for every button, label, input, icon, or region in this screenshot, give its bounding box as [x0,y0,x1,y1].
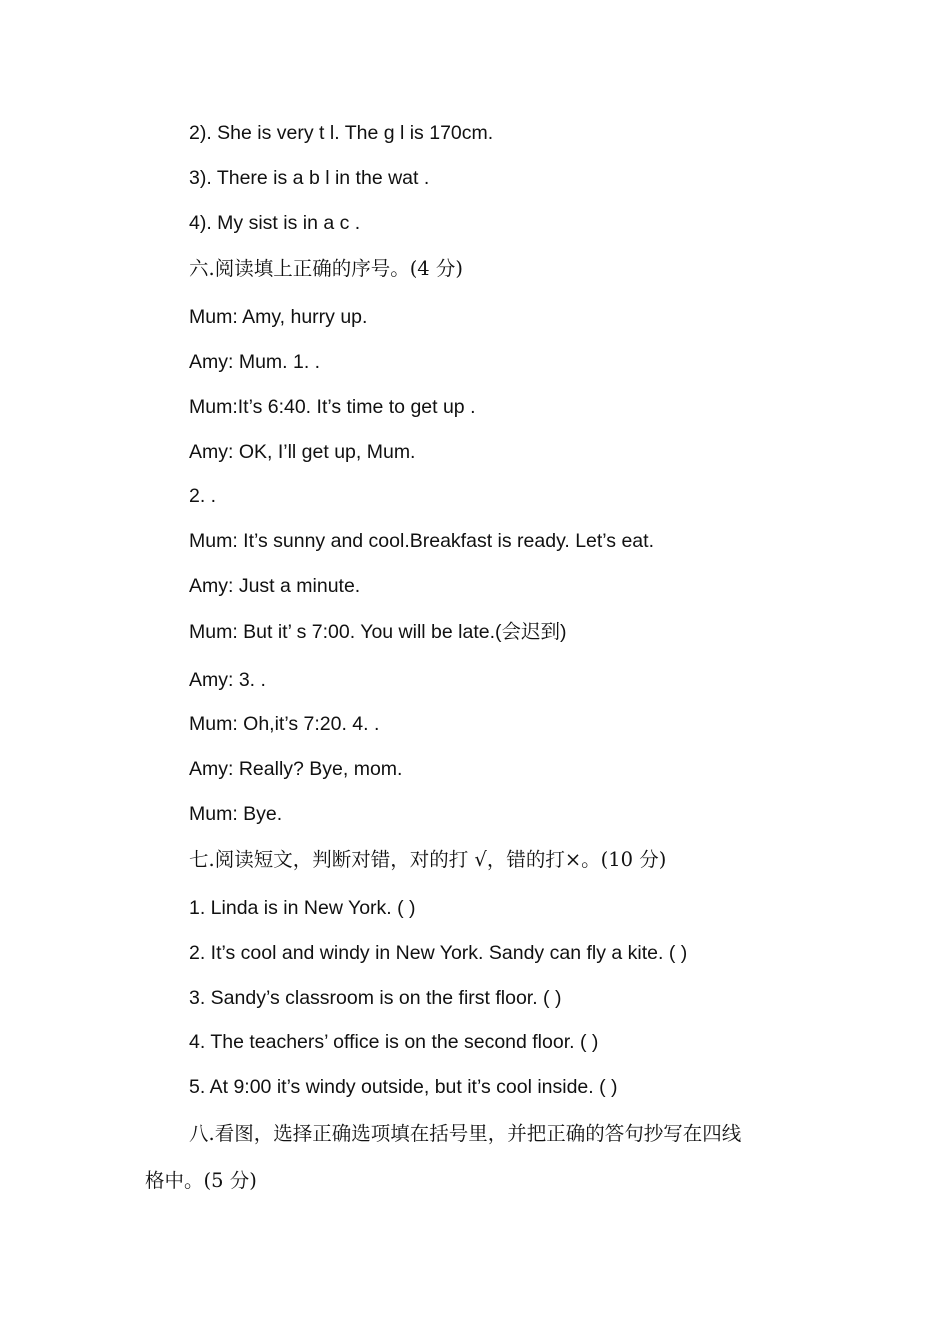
dialogue-line: Amy: Mum. 1. . [189,351,321,373]
section-8-heading: 八.看图，选择正确选项填在括号里，并把正确的答句抄写在四线 [189,1122,742,1145]
dialogue-line: Mum: Bye. [189,803,283,825]
fill-in-item-3: 3). There is a b l in the wat . [189,167,430,189]
judgement-item-4: 4. The teachers’ office is on the second floor. ( ) [189,1031,599,1053]
judgement-item-1: 1. Linda is in New York. ( ) [189,897,416,919]
dialogue-line: Mum: Amy, hurry up. [189,306,368,328]
dialogue-line: Amy: OK, I’ll get up, Mum. [189,441,416,463]
dialogue-line: Mum: But it’ s 7:00. You will be late.(会迟到) [189,621,567,643]
fill-in-item-4: 4). My sist is in a c . [189,212,361,234]
dialogue-line: Amy: Just a minute. [189,575,361,597]
section-8-heading-continued: 格中。(5 分) [145,1169,257,1192]
dialogue-line: Mum:It’s 6:40. It’s time to get up . [189,396,476,418]
dialogue-line: 2. . [189,485,217,507]
judgement-item-3: 3. Sandy’s classroom is on the first floor. ( ) [189,987,562,1009]
judgement-item-2: 2. It’s cool and windy in New York. Sandy can fly a kite. ( ) [189,942,688,964]
dialogue-line: Amy: 3. . [189,669,266,691]
dialogue-line: Mum: Oh,it’s 7:20. 4. . [189,713,380,735]
dialogue-line: Amy: Really? Bye, mom. [189,758,403,780]
dialogue-line: Mum: It’s sunny and cool.Breakfast is ready. Let’s eat. [189,530,654,552]
section-7-heading: 七.阅读短文，判断对错，对的打 √，错的打×。(10 分) [189,848,667,871]
judgement-item-5: 5. At 9:00 it’s windy outside, but it’s cool inside. ( ) [189,1076,618,1098]
section-6-heading: 六.阅读填上正确的序号。(4 分) [189,257,464,280]
fill-in-item-2: 2). She is very t l. The g l is 170cm. [189,122,494,144]
